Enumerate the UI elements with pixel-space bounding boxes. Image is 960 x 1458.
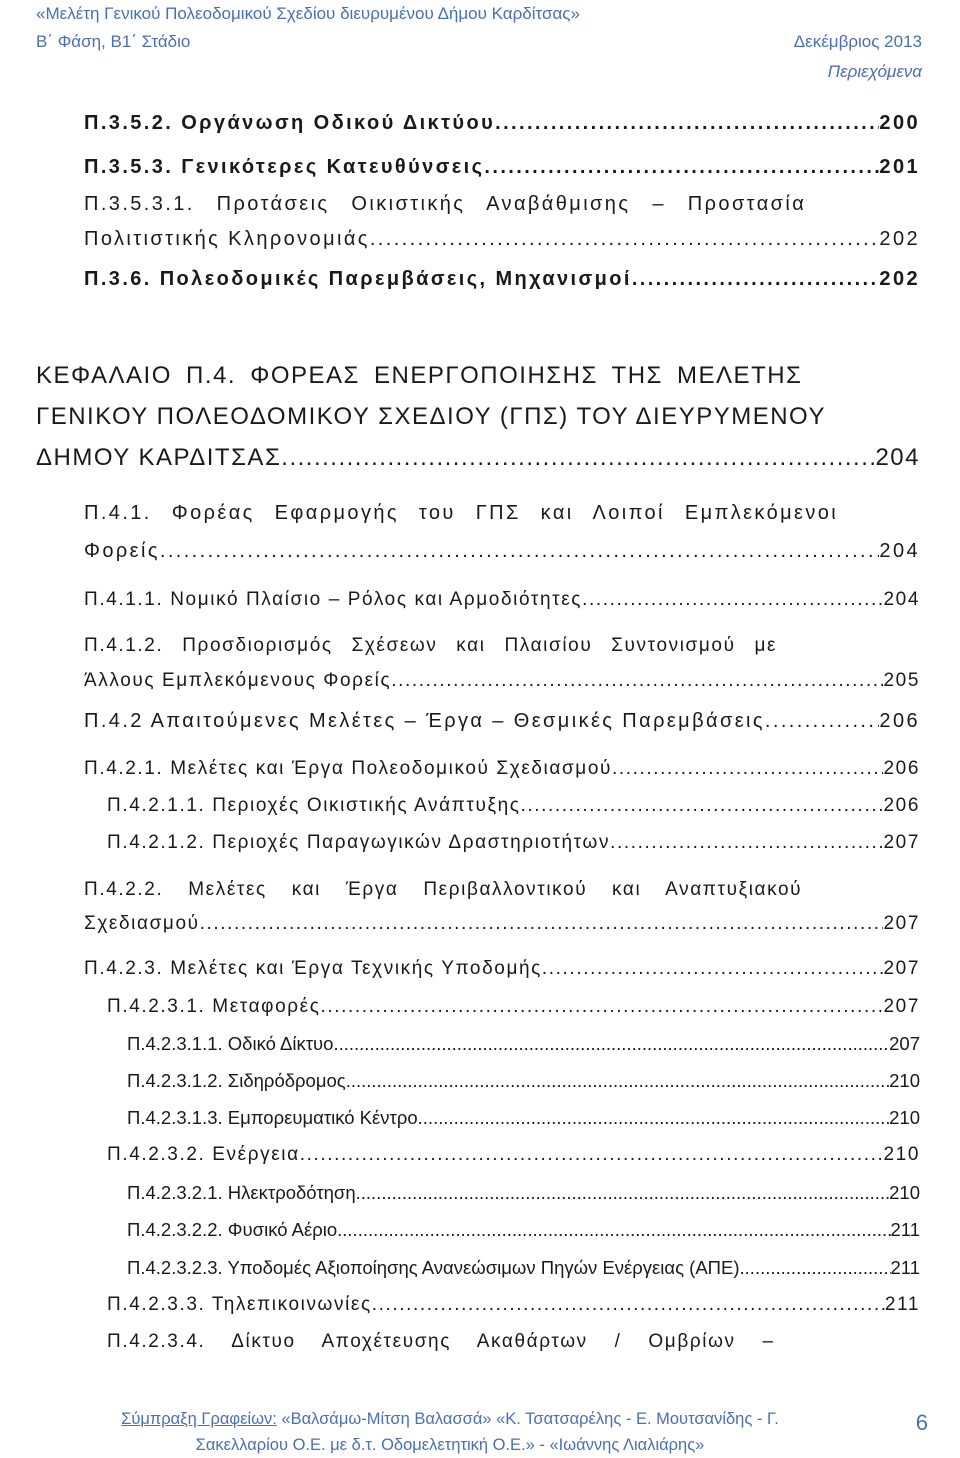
toc-entry-title: Άλλους Εμπλεκόμενους Φορείς <box>84 670 392 691</box>
toc-entry-title: Π.4.2.3.2.3. Υποδομές Αξιοποίησης Ανανεώσιμων Πηγών Ενέργειας (ΑΠΕ) <box>127 1257 740 1278</box>
page-number: 6 <box>915 1410 928 1435</box>
toc-entry-title: Π.4.2.1. Μελέτες και Έργα Πολεοδομικού Σχεδιασμού <box>84 758 612 779</box>
toc-entry-page: 210 <box>883 1144 920 1165</box>
toc-leader <box>765 710 880 733</box>
toc-entry-title: Πολιτιστικής Κληρονομιάς <box>84 228 370 250</box>
toc-entry[interactable] <box>107 795 920 817</box>
toc-entry-title: Π.4.2.3.2.2. Φυσικό Αέριο <box>127 1219 338 1240</box>
toc-entry-title: ΔΗΜΟΥ ΚΑΡΔΙΤΣΑΣ <box>36 444 282 471</box>
toc-entry[interactable] <box>84 112 920 135</box>
toc-entry-page: 210 <box>889 1182 920 1203</box>
toc-entry[interactable] <box>107 1144 920 1166</box>
toc-entry-title: Π.4.2.1.2. Περιοχές Παραγωγικών Δραστηριοτήτων <box>107 832 611 853</box>
toc-leader <box>484 156 879 179</box>
toc-entry-title: Π.4.2.3.1. Μεταφορές <box>107 996 321 1017</box>
toc-entry-page: 205 <box>883 670 920 691</box>
toc-entry-title: Π.4.2.3. Μελέτες και Έργα Τεχνικής Υποδομής <box>84 958 542 979</box>
toc-entry[interactable] <box>84 758 920 780</box>
toc-entry-title: Π.4.1.2. Προσδιορισμός Σχέσεων και Πλαισίου Συντονισμού με <box>84 635 778 656</box>
toc-entry[interactable] <box>84 228 920 251</box>
toc-entry-title: Π.4.2.3.3. Τηλεπικοινωνίες <box>107 1294 372 1315</box>
toc-entry-page: 202 <box>879 228 920 250</box>
toc-leader <box>632 268 880 291</box>
toc-entry-title: Π.4.2.3.4. Δίκτυο Αποχέτευσης Ακαθάρτων / Ομβρίων – <box>107 1331 775 1352</box>
toc-leader <box>321 996 884 1018</box>
toc-entry-page: 211 <box>884 1294 920 1315</box>
toc-chapter-line2[interactable] <box>36 403 920 431</box>
toc-entry[interactable] <box>84 710 920 733</box>
toc-leader <box>346 1070 889 1092</box>
toc-entry[interactable] <box>127 1070 920 1092</box>
toc-entry[interactable] <box>84 268 920 291</box>
toc-entry-page: 207 <box>889 1033 920 1054</box>
footer-line1 <box>0 1410 930 1429</box>
toc-entry-title: Π.4.2.3.1.1. Οδικό Δίκτυο <box>127 1033 334 1054</box>
toc-leader <box>521 795 884 817</box>
toc-entry-line1[interactable] <box>84 635 920 657</box>
toc-leader <box>418 1107 889 1129</box>
toc-leader <box>160 540 880 563</box>
toc-leader <box>200 913 884 935</box>
toc-entry-page: 200 <box>879 112 920 134</box>
toc-entry-title: Π.4.1.1. Νομικό Πλαίσιο – Ρόλος και Αρμοδιότητες <box>84 589 583 610</box>
toc-entry-title: Π.4.2.2. Μελέτες και Έργα Περιβαλλοντικού και Αναπτυξιακού <box>84 879 803 900</box>
toc-entry-page: 206 <box>883 795 920 816</box>
toc-entry[interactable] <box>127 1033 920 1055</box>
toc-entry-line1[interactable] <box>84 879 920 901</box>
toc-entry[interactable] <box>84 156 920 179</box>
toc-entry-line1[interactable] <box>84 193 920 216</box>
toc-entry-page: 204 <box>875 444 920 471</box>
toc-entry-title: Π.4.2.3.2. Ενέργεια <box>107 1144 300 1165</box>
toc-entry-title: Σχεδιασμού <box>84 913 200 934</box>
footer-label: Σύμπραξη Γραφείων: <box>121 1410 277 1428</box>
toc-entry-page: 207 <box>883 913 920 934</box>
footer-line2: Σακελλαρίου Ο.Ε. με δ.τ. Οδομελετητική Ο.Ε.» - «Ιωάννης Λιαλιάρης» <box>195 1436 705 1454</box>
toc-leader <box>300 1144 884 1166</box>
toc-leader <box>612 758 883 780</box>
toc-leader <box>281 444 875 472</box>
toc-entry-title: Π.4.2.3.1.2. Σιδηρόδρομος <box>127 1070 346 1091</box>
toc-entry-title: ΚΕΦΑΛΑΙΟ Π.4. ΦΟΡΕΑΣ ΕΝΕΡΓΟΠΟΙΗΣΗΣ ΤΗΣ ΜΕΛΕΤΗΣ <box>36 362 803 389</box>
toc-entry[interactable] <box>127 1219 920 1241</box>
toc-entry-title: Π.4.2 Απαιτούμενες Μελέτες – Έργα – Θεσμικές Παρεμβάσεις <box>84 710 765 732</box>
toc-leader <box>370 228 880 251</box>
date-label: Δεκέμβριος 2013 <box>793 32 922 51</box>
study-title: «Μελέτη Γενικού Πολεοδομικού Σχεδίου διευρυμένου Δήμου Καρδίτσας» <box>36 4 580 23</box>
toc-entry-page: 211 <box>890 1257 920 1278</box>
toc-entry[interactable] <box>107 832 920 854</box>
phase-label: Β΄ Φάση, Β1΄ Στάδιο <box>36 32 191 51</box>
toc-entry-line1[interactable] <box>107 1331 920 1353</box>
toc-entry[interactable] <box>127 1257 920 1279</box>
toc-entry-title: Π.4.2.3.1.3. Εμπορευματικό Κέντρο <box>127 1107 418 1128</box>
toc-entry-page: 206 <box>883 758 920 779</box>
toc-entry[interactable] <box>84 540 920 563</box>
toc-entry-page: 211 <box>890 1219 920 1240</box>
toc-entry-title: Π.4.1. Φορέας Εφαρμογής του ΓΠΣ και Λοιποί Εμπλεκόμενοι <box>84 502 839 524</box>
toc-leader <box>372 1294 885 1316</box>
toc-chapter[interactable] <box>36 444 920 472</box>
toc-entry-title: Π.4.2.1.1. Περιοχές Οικιστικής Ανάπτυξης <box>107 795 521 816</box>
toc-leader <box>740 1257 891 1279</box>
toc-leader <box>391 670 883 692</box>
toc-entry[interactable] <box>107 996 920 1018</box>
footer-partners: «Βαλσάμω-Μίτση Βαλασσά» «Κ. Τσατσαρέλης - Ε. Μουτσανίδης - Γ. <box>276 1410 779 1428</box>
toc-leader <box>333 1033 889 1055</box>
toc-entry[interactable] <box>127 1182 920 1204</box>
toc-entry[interactable] <box>127 1107 920 1129</box>
toc-entry-line1[interactable] <box>84 502 920 525</box>
toc-chapter-line1[interactable] <box>36 362 920 390</box>
toc-entry[interactable] <box>84 670 920 692</box>
toc-entry-page: 210 <box>889 1070 920 1091</box>
toc-leader <box>356 1182 889 1204</box>
toc-entry-page: 202 <box>879 268 920 290</box>
toc-entry[interactable] <box>84 913 920 935</box>
toc-entry-title: Π.3.5.3. Γενικότερες Κατευθύνσεις <box>84 156 485 178</box>
toc-entry-page: 207 <box>883 832 920 853</box>
toc-entry-page: 210 <box>889 1107 920 1128</box>
toc-entry-page: 206 <box>879 710 920 732</box>
toc-leader <box>495 112 879 135</box>
toc-entry[interactable] <box>107 1294 920 1316</box>
toc-entry-title: Φορείς <box>84 540 160 562</box>
toc-leader <box>610 832 883 854</box>
toc-entry-title: Π.4.2.3.2.1. Ηλεκτροδότηση <box>127 1182 356 1203</box>
toc-leader <box>582 589 883 611</box>
toc-entry-page: 204 <box>879 540 920 562</box>
toc-leader <box>337 1219 890 1241</box>
toc-entry[interactable] <box>84 589 920 611</box>
toc-entry-page: 201 <box>879 156 920 178</box>
toc-entry-page: 207 <box>883 996 920 1017</box>
toc-entry-title: Π.3.6. Πολεοδομικές Παρεμβάσεις, Μηχανισμοί <box>84 268 632 290</box>
toc-entry-title: Π.3.5.2. Οργάνωση Οδικού Δικτύου <box>84 112 496 134</box>
toc-entry-page: 204 <box>883 589 920 610</box>
toc-entry[interactable] <box>84 958 920 980</box>
toc-entry-page: 207 <box>883 958 920 979</box>
toc-entry-title: Π.3.5.3.1. Προτάσεις Οικιστικής Αναβάθμισης – Προστασία <box>84 193 807 215</box>
toc-entry-title: ΓΕΝΙΚΟΥ ΠΟΛΕΟΔΟΜΙΚΟΥ ΣΧΕΔΙΟΥ (ΓΠΣ) ΤΟΥ ΔΙΕΥΡΥΜΕΝΟΥ <box>36 403 826 430</box>
toc-leader <box>542 958 884 980</box>
section-label: Περιεχόμενα <box>827 62 922 81</box>
